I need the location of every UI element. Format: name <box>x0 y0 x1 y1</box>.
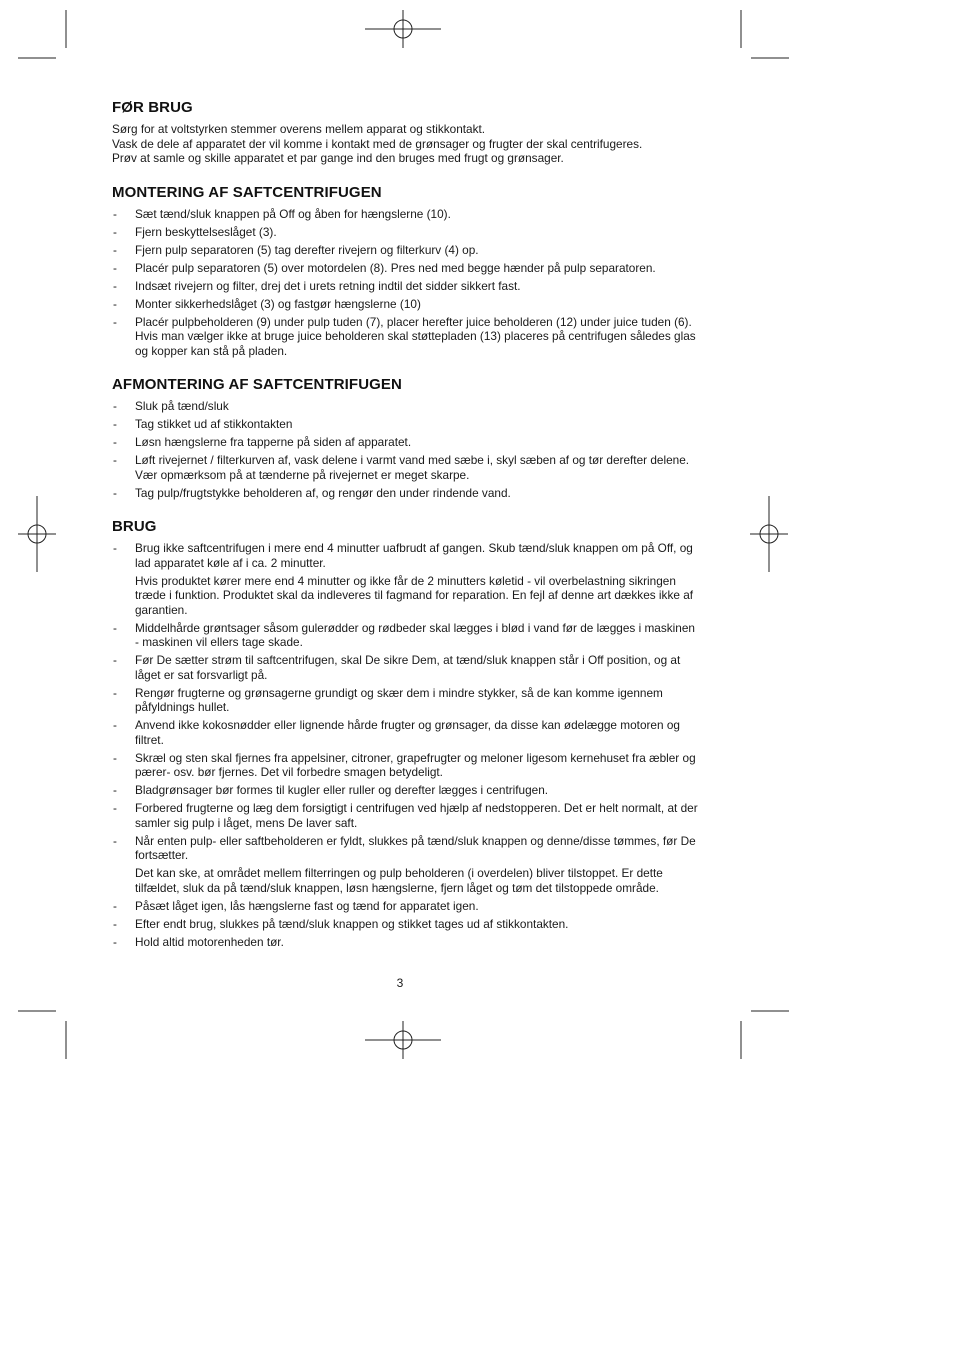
list-item <box>112 834 702 896</box>
instruction-list <box>112 207 702 359</box>
list-item-text: Middelhårde grøntsager såsom gulerødder og rødbeder skal lægges i blød i vand før de lægges i maskinen - maskinen vil ellers tage skade. <box>135 620 695 649</box>
list-item-text: Brug ikke saftcentrifugen i mere end 4 minutter uafbrudt af gangen. Skub tænd/sluk knappen om på Off, og lad apparatet køle af i ca. 2 minutter. <box>135 541 693 570</box>
list-item-text: Anvend ikke kokosnødder eller lignende hårde frugter og grønsager, da disse kan ødelægge motoren og filtret. <box>135 718 680 747</box>
list-item-note: Det kan ske, at området mellem filterringen og pulp beholderen (i overdelen) bliver tilstoppet. Er dette tilfældet, sluk da på tænd/sluk knappen, løsn hængslerne, fjern låget og tøm det tilstoppede område. <box>135 866 663 895</box>
list-item-text: Efter endt brug, slukkes på tænd/sluk knappen og stikket tages ud af stikkontakten. <box>135 916 569 931</box>
list-item: - Tag pulp/frugtstykke beholderen af, og rengør den under rindende vand. <box>112 486 702 501</box>
list-item-text: Påsæt låget igen, lås hængslerne fast og tænd for apparatet igen. <box>135 898 479 913</box>
paragraph-line: Vask de dele af apparatet der vil komme i kontakt med de grønsager og frugter der skal centrifugeres. <box>112 136 643 151</box>
list-item: - Placér pulpbeholderen (9) under pulp tuden (7), placer herefter juice beholderen (12) under juice tuden (6). Hvis man vælger ikke at bruge juice beholderen skal støttepladen (13) placeres på centrifugen således glas og kopper kan stå på pladen. <box>112 315 702 359</box>
list-item <box>112 783 702 798</box>
manual-page-content <box>112 99 702 967</box>
list-item <box>112 653 702 682</box>
list-item <box>112 751 702 780</box>
list-item-text: Når enten pulp- eller saftbeholderen er fyldt, slukkes på tænd/sluk knappen og denne/disse tømmes, før De fortsætter. <box>135 833 696 862</box>
list-item: - Sluk på tænd/sluk <box>112 399 702 414</box>
paragraph-line: Prøv at samle og skille apparatet et par gange ind den bruges med frugt og grønsager. <box>112 151 564 165</box>
list-item <box>112 935 702 950</box>
section-title: AFMONTERING AF SAFTCENTRIFUGEN <box>112 376 402 393</box>
paragraph-line: Sørg for at voltstyrken stemmer overens mellem apparat og stikkontakt. <box>112 122 486 136</box>
list-item: - Fjern pulp separatoren (5) tag derefter rivejern og filterkurv (4) op. <box>112 243 702 258</box>
list-item <box>112 899 702 914</box>
list-item: - Løft rivejernet / filterkurven af, vask delene i varmt vand med sæbe i, skyl sæben af og tør derefter delene. Vær opmærksom på at tænderne på rivejernet er meget skarpe. <box>112 453 702 482</box>
section-for-brug <box>112 99 702 166</box>
registration-mark-bottom <box>365 1021 441 1059</box>
instruction-list <box>112 399 702 500</box>
list-item-text: Skræl og sten skal fjernes fra appelsiner, citroner, grapefrugter og meloner ligesom kernehuset fra æbler og pærer- osv. bør fjernes. Det vil forbedre smagen betydeligt. <box>135 750 696 779</box>
list-item: - Placér pulp separatoren (5) over motordelen (8). Pres ned med begge hænder på pulp separatoren. <box>112 261 702 276</box>
list-item <box>112 686 702 715</box>
section-title: MONTERING AF SAFTCENTRIFUGEN <box>112 183 382 201</box>
section-montering <box>112 184 702 359</box>
list-item: - Tag stikket ud af stikkontakten <box>112 417 702 432</box>
list-item <box>112 718 702 747</box>
list-item-text: Hold altid motorenheden tør. <box>135 934 284 949</box>
list-item-text: Rengør frugterne og grønsagerne grundigt og skær dem i mindre stykker, så de kan komme igennem påfyldnings hullet. <box>135 685 663 714</box>
list-item <box>112 917 702 932</box>
list-item <box>112 801 702 830</box>
list-item: - Løsn hængslerne fra tapperne på siden af apparatet. <box>112 435 702 450</box>
registration-mark-left <box>18 496 56 572</box>
instruction-list <box>112 541 702 949</box>
list-item-text: Forbered frugterne og læg dem forsigtigt i centrifugen ved hjælp af nedstopperen. Det er helt normalt, at der samler sig pulp i låget, mens De laver saft. <box>135 801 698 830</box>
list-item: - Indsæt rivejern og filter, drej det i urets retning indtil det sidder sikkert fast. <box>112 279 702 294</box>
section-title: BRUG <box>112 518 157 535</box>
list-item: - Fjern beskyttelseslåget (3). <box>112 225 702 240</box>
section-title: FØR BRUG <box>112 99 193 116</box>
list-item <box>112 541 702 617</box>
section-brug <box>112 518 702 949</box>
registration-mark-right <box>750 496 788 572</box>
section-afmontering <box>112 376 702 500</box>
list-item: - Sæt tænd/sluk knappen på Off og åben for hængslerne (10). <box>112 207 702 222</box>
list-item-text: Før De sætter strøm til saftcentrifugen, skal De sikre Dem, at tænd/sluk knappen står i Off position, og at låget er sat forsvarligt på. <box>135 653 681 682</box>
page-number: 3 <box>396 976 404 990</box>
list-item <box>112 621 702 650</box>
registration-mark-top <box>365 10 441 48</box>
list-item: - Monter sikkerhedslåget (3) og fastgør hængslerne (10) <box>112 297 702 312</box>
list-item-note: Hvis produktet kører mere end 4 minutter og ikke får de 2 minutters køletid - vil overbelastning sikringen træde i funktion. Produktet skal da indleveres til fagmand for reparation. En fejl af denne art dækkes ikke af garantien. <box>135 573 694 617</box>
list-item-text: Bladgrønsager bør formes til kugler eller ruller og derefter lægges i centrifugen. <box>135 783 549 797</box>
